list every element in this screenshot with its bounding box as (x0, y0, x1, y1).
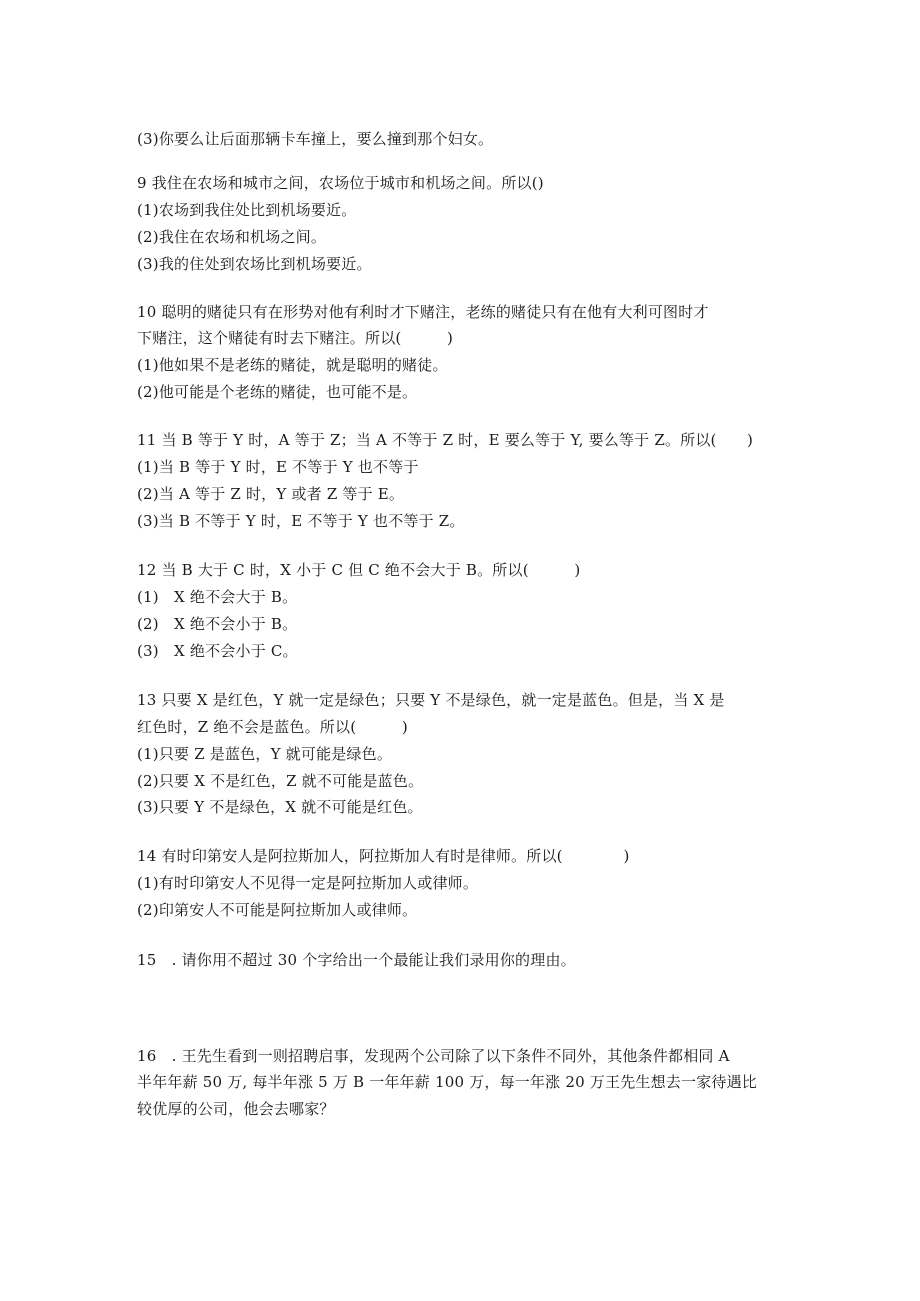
q10-option-1: (1)他如果不是老练的赌徒，就是聪明的赌徒。 (137, 356, 448, 374)
q16-question-line-2: 半年年薪 50 万, 每半年涨 5 万 B 一年年薪 100 万，每一年涨 20 万王先生想去一家待遇比 (137, 1073, 757, 1091)
q12-option-3: (3) X 绝不会小于 C。 (137, 642, 298, 660)
q13-option-1: (1)只要 Z 是蓝色，Y 就可能是绿色。 (137, 745, 393, 763)
q12-question: 12 当 B 大于 C 时，X 小于 C 但 C 绝不会大于 B。所以( ) (137, 561, 581, 579)
q13-question-line-2: 红色时，Z 绝不会是蓝色。所以( ) (137, 718, 408, 736)
q16-question-line-1: 16 . 王先生看到一则招聘启事，发现两个公司除了以下条件不同外，其他条件都相同 A (137, 1047, 730, 1065)
q11-option-1: (1)当 B 等于 Y 时，E 不等于 Y 也不等于 (137, 458, 419, 476)
q9-option-2: (2)我住在农场和机场之间。 (137, 228, 327, 246)
q10-question-line-2: 下赌注，这个赌徒有时去下赌注。所以( ) (137, 329, 454, 347)
q12-option-2: (2) X 绝不会小于 B。 (137, 615, 298, 633)
q11-option-2: (2)当 A 等于 Z 时，Y 或者 Z 等于 E。 (137, 485, 405, 503)
q16-question-line-3: 较优厚的公司，他会去哪家？ (137, 1100, 335, 1118)
document-page (137, 0, 777, 1301)
q11-option-3: (3)当 B 不等于 Y 时，E 不等于 Y 也不等于 Z。 (137, 512, 465, 530)
q13-option-3: (3)只要 Y 不是绿色，X 就不可能是红色。 (137, 798, 423, 816)
q10-option-2: (2)他可能是个老练的赌徒，也可能不是。 (137, 383, 418, 401)
q9-option-3: (3)我的住处到农场比到机场要近。 (137, 255, 372, 273)
q9-question: 9 我住在农场和城市之间，农场位于城市和机场之间。所以() (137, 174, 544, 192)
q9-option-1: (1)农场到我住处比到机场要近。 (137, 201, 357, 219)
q14-option-1: (1)有时印第安人不见得一定是阿拉斯加人或律师。 (137, 874, 479, 892)
q14-question: 14 有时印第安人是阿拉斯加人，阿拉斯加人有时是律师。所以( ) (137, 847, 630, 865)
q8-option-3: (3)你要么让后面那辆卡车撞上，要么撞到那个妇女。 (137, 130, 494, 148)
q12-option-1: (1) X 绝不会大于 B。 (137, 588, 298, 606)
q11-question: 11 当 B 等于 Y 时，A 等于 Z；当 A 不等于 Z 时，E 要么等于 Y, 要么等于 Z。所以( ) (137, 431, 754, 449)
q15-question: 15 . 请你用不超过 30 个字给出一个最能让我们录用你的理由。 (137, 951, 576, 969)
q14-option-2: (2)印第安人不可能是阿拉斯加人或律师。 (137, 901, 418, 919)
q13-option-2: (2)只要 X 不是红色，Z 就不可能是蓝色。 (137, 772, 424, 790)
q13-question-line-1: 13 只要 X 是红色，Y 就一定是绿色；只要 Y 不是绿色，就一定是蓝色。但是，当 X 是 (137, 691, 725, 709)
q10-question-line-1: 10 聪明的赌徒只有在形势对他有利时才下赌注，老练的赌徒只有在他有大利可图时才 (137, 303, 709, 321)
